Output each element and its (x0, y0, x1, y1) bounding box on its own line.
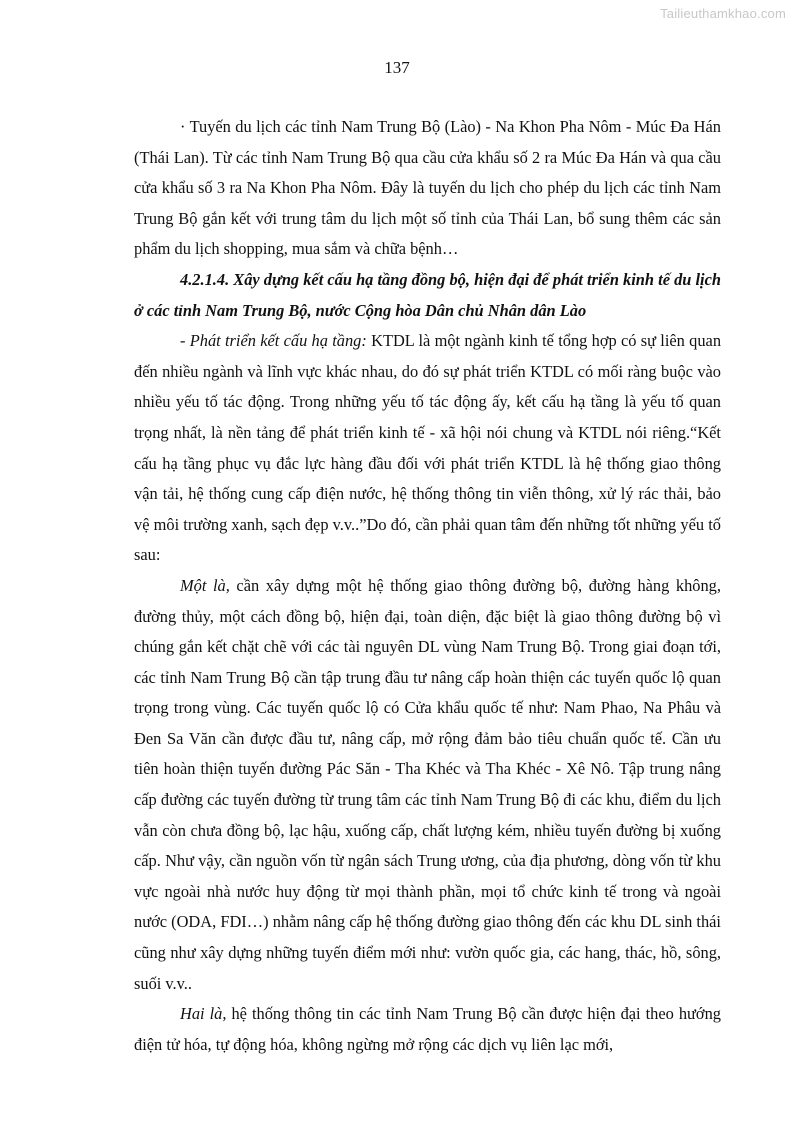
paragraph-text: KTDL là một ngành kinh tế tổng hợp có sự liên quan đến nhiều ngành và lĩnh vực khác nhau, do đó sự phát triển KTDL có mối ràng buộc vào nhiều yếu tố tác động. Trong những yếu tố tác động ấy, kết cấu hạ tầng là yếu tố quan trọng nhất, là nền tảng để phát triển kinh tế - xã hội nói chung và KTDL nói riêng.“Kết cấu hạ tầng phục vụ đắc lực hàng đầu đối với phát triển KTDL là hệ thống giao thông vận tải, hệ thống cung cấp điện nước, hệ thống thông tin viễn thông, xử lý rác thải, bảo vệ môi trường xanh, sạch đẹp v.v..”Do đó, cần phải quan tâm đến những tốt những yếu tố sau: (134, 331, 722, 565)
paragraph-text: cần xây dựng một hệ thống giao thông đường bộ, đường hàng không, đường thủy, một cách đồng bộ, hiện đại, toàn diện, đặc biệt là giao thông đường bộ vì chúng gắn kết chặt chẽ với các tài nguyên DL vùng Nam Trung Bộ. Trong giai đoạn tới, các tỉnh Nam Trung Bộ cần tập trung đầu tư nâng cấp hoàn thiện các tuyến quốc lộ quan trọng trong vùng. Các tuyến quốc lộ có Cửa khẩu quốc tế như: Nam Phao, Na Phâu và Đen Sa Văn cần được đầu tư, nâng cấp, mở rộng đảm bảo tiêu chuẩn quốc tế. Cần ưu tiên hoàn thiện tuyến đường Pác Săn - Tha Khéc và Tha Khéc - Xê Nô. Tập trung nâng cấp đường các tuyến đường từ trung tâm các tỉnh Nam Trung Bộ đi các khu, điểm du lịch vẫn còn chưa đồng bộ, lạc hậu, xuống cấp, chất lượng kém, nhiều tuyến đường bị xuống cấp. Như vậy, cần nguồn vốn từ ngân sách Trung ương, của địa phương, dòng vốn từ khu vực ngoài nhà nước huy động từ mọi thành phần, mọi tổ chức kinh tế trong và ngoài nước (ODA, FDI…) nhằm nâng cấp hệ thống đường giao thông đến các khu DL sinh thái cũng như xây dựng những tuyến điểm mới như: vườn quốc gia, các hang, thác, hồ, sông, suối v.v.. (134, 575, 721, 993)
paragraph-lead: Một là, (180, 575, 230, 595)
paragraph-infrastructure (134, 326, 721, 571)
paragraph-tour-route: · Tuyến du lịch các tỉnh Nam Trung Bộ (Lào) - Na Khon Pha Nôm - Múc Đa Hán (Thái Lan). Từ các tỉnh Nam Trung Bộ qua cầu cửa khẩu số 2 ra Múc Đa Hán và qua cầu cửa khẩu số 3 ra Na Khon Pha Nôm. Đây là tuyến du lịch cho phép du lịch các tỉnh Nam Trung Bộ gắn kết với trung tâm du lịch một số tỉnh của Thái Lan, bổ sung thêm các sản phẩm du lịch shopping, mua sắm và chữa bệnh… (134, 117, 721, 259)
paragraph-second (134, 999, 721, 1060)
watermark: Tailieuthamkhao.com (660, 6, 786, 21)
document-body (134, 112, 721, 1060)
paragraph-text: hệ thống thông tin các tỉnh Nam Trung Bộ cần được hiện đại theo hướng điện tử hóa, tự động hóa, không ngừng mở rộng các dịch vụ liên lạc mới, (134, 1004, 721, 1054)
paragraph-lead: - Phát triển kết cấu hạ tầng: (180, 331, 367, 351)
section-heading: 4.2.1.4. Xây dựng kết cấu hạ tầng đồng bộ, hiện đại để phát triển kinh tế du lịch ở các tỉnh Nam Trung Bộ, nước Cộng hòa Dân chủ Nhân dân Lào (134, 269, 721, 320)
paragraph-first (134, 571, 721, 999)
page-number: 137 (384, 58, 410, 77)
paragraph-lead: Hai là, (180, 1004, 227, 1024)
